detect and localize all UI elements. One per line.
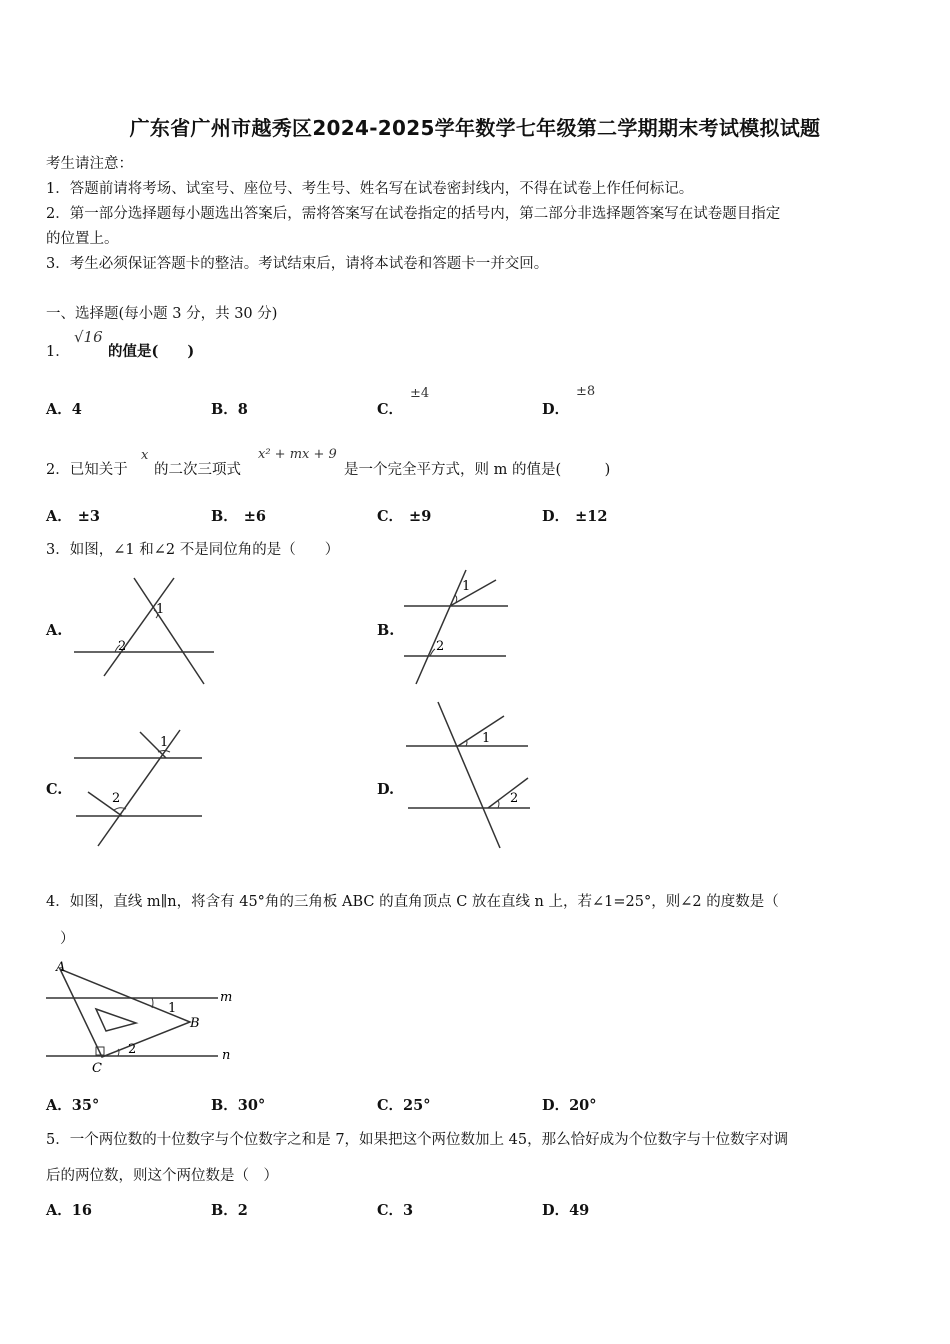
page-title: 广东省广州市越秀区2024-2025学年数学七年级第二学期期末考试模拟试题 bbox=[129, 116, 821, 140]
q5-opt-a-value: 16 bbox=[71, 1202, 92, 1219]
q3-figure-b bbox=[400, 566, 515, 688]
q3-label-a: A. bbox=[46, 622, 63, 639]
q2-pre: 已知关于 bbox=[69, 462, 128, 478]
q5-text-line1: 5．一个两位数的十位数字与个位数字之和是 7，如果把这个两位数加上 45，那么恰好成为个位数字与十位数字对调 bbox=[46, 1132, 789, 1148]
q3c-angle2: 2 bbox=[112, 791, 121, 806]
q3c-angle1: 1 bbox=[160, 735, 169, 750]
q1-opt-a-value: 4 bbox=[71, 401, 82, 418]
notice-item-1: 1．答题前请将考场、试室号、座位号、考生号、姓名写在试卷密封线内，不得在试卷上作任何标记。 bbox=[46, 181, 694, 197]
q4-angle2: 2 bbox=[128, 1042, 137, 1057]
q3-label-b: B. bbox=[377, 622, 395, 639]
q4-label-a: A bbox=[56, 960, 66, 975]
q3-label-c: C. bbox=[46, 781, 63, 798]
q2-number: 2． bbox=[46, 462, 70, 478]
q5-text-line2: 后的两位数，则这个两位数是（ ） bbox=[46, 1168, 278, 1184]
q2-opt-d-label: D． bbox=[542, 508, 570, 525]
notice-heading: 考生请注意： bbox=[46, 156, 133, 172]
q2-mid: 的二次三项式 bbox=[154, 462, 241, 478]
q3b-angle1: 1 bbox=[462, 579, 471, 594]
q1-opt-c-label: C． bbox=[377, 401, 404, 418]
q1-opt-b-label: B． bbox=[211, 401, 238, 418]
q3a-angle2: 2 bbox=[118, 639, 127, 654]
q4-label-n: n bbox=[222, 1048, 231, 1063]
q4-figure bbox=[44, 955, 244, 1077]
q3-figure-a bbox=[70, 572, 220, 687]
q5-opt-c-value: 3 bbox=[403, 1202, 414, 1219]
q4-opt-b-value: 30° bbox=[237, 1097, 266, 1114]
q2-expr: x² + mx + 9 bbox=[258, 447, 337, 462]
q4-label-b: B bbox=[190, 1016, 200, 1031]
q5-opt-b-label: B． bbox=[211, 1202, 238, 1219]
q3-text: 3．如图，∠1 和∠2 不是同位角的是（ ） bbox=[46, 542, 340, 558]
q1-opt-a-label: A． bbox=[46, 401, 72, 418]
q4-opt-d-value: 20° bbox=[569, 1097, 597, 1114]
q3a-angle1: 1 bbox=[156, 602, 165, 617]
q4-angle1: 1 bbox=[168, 1001, 177, 1016]
q4-opt-d-label: D． bbox=[542, 1097, 570, 1114]
q3b-angle2: 2 bbox=[436, 639, 445, 654]
q4-text-line1: 4．如图，直线 m∥n，将含有 45°角的三角板 ABC 的直角顶点 C 放在直线 n 上，若∠1=25°，则∠2 的度数是（ bbox=[46, 894, 779, 910]
q2-opt-c-label: C． bbox=[377, 508, 404, 525]
notice-item-3: 3．考生必须保证答题卡的整洁。考试结束后，请将本试卷和答题卡一并交回。 bbox=[46, 256, 549, 272]
q1-sqrt: √16 bbox=[74, 328, 103, 346]
q4-label-c: C bbox=[92, 1061, 102, 1076]
q2-opt-a-label: A． bbox=[46, 508, 72, 525]
q2-opt-b-value: ±6 bbox=[243, 508, 267, 525]
q3-figure-c bbox=[70, 722, 210, 850]
q5-opt-b-value: 2 bbox=[237, 1202, 248, 1219]
q2-opt-b-label: B． bbox=[211, 508, 238, 525]
q4-label-m: m bbox=[220, 990, 233, 1005]
q1-text: 的值是( ) bbox=[108, 343, 195, 360]
q1-opt-d-value: ±8 bbox=[576, 384, 596, 399]
q2-opt-a-value: ±3 bbox=[77, 508, 101, 525]
q4-opt-c-value: 25° bbox=[403, 1097, 431, 1114]
q1-number: 1． bbox=[46, 344, 70, 360]
section-heading: 一、选择题(每小题 3 分，共 30 分) bbox=[46, 306, 278, 322]
q1-opt-b-value: 8 bbox=[237, 401, 248, 418]
notice-item-2: 2．第一部分选择题每小题选出答案后，需将答案写在试卷指定的括号内，第二部分非选择题答案写在试卷题目指定 bbox=[46, 206, 781, 222]
q3d-angle1: 1 bbox=[482, 731, 491, 746]
q4-opt-a-label: A． bbox=[46, 1097, 72, 1114]
notice-item-2-cont: 的位置上。 bbox=[46, 231, 119, 247]
q1-opt-d-label: D． bbox=[542, 401, 570, 418]
q3-figure-d bbox=[402, 698, 534, 854]
q5-opt-c-label: C． bbox=[377, 1202, 404, 1219]
q1-opt-c-value: ±4 bbox=[410, 386, 430, 401]
q4-text-line2: ） bbox=[60, 931, 75, 947]
q2-post: 是一个完全平方式，则 m 的值是( ) bbox=[344, 462, 611, 478]
q5-opt-d-value: 49 bbox=[569, 1202, 590, 1219]
q4-opt-a-value: 35° bbox=[71, 1097, 100, 1114]
q5-opt-a-label: A． bbox=[46, 1202, 72, 1219]
q3-label-d: D. bbox=[377, 781, 395, 798]
q5-opt-d-label: D． bbox=[542, 1202, 570, 1219]
q3d-angle2: 2 bbox=[510, 791, 519, 806]
q2-x: x bbox=[141, 448, 149, 463]
q2-opt-d-value: ±12 bbox=[575, 508, 608, 525]
q2-opt-c-value: ±9 bbox=[409, 508, 432, 525]
q4-opt-c-label: C． bbox=[377, 1097, 404, 1114]
q4-opt-b-label: B． bbox=[211, 1097, 238, 1114]
